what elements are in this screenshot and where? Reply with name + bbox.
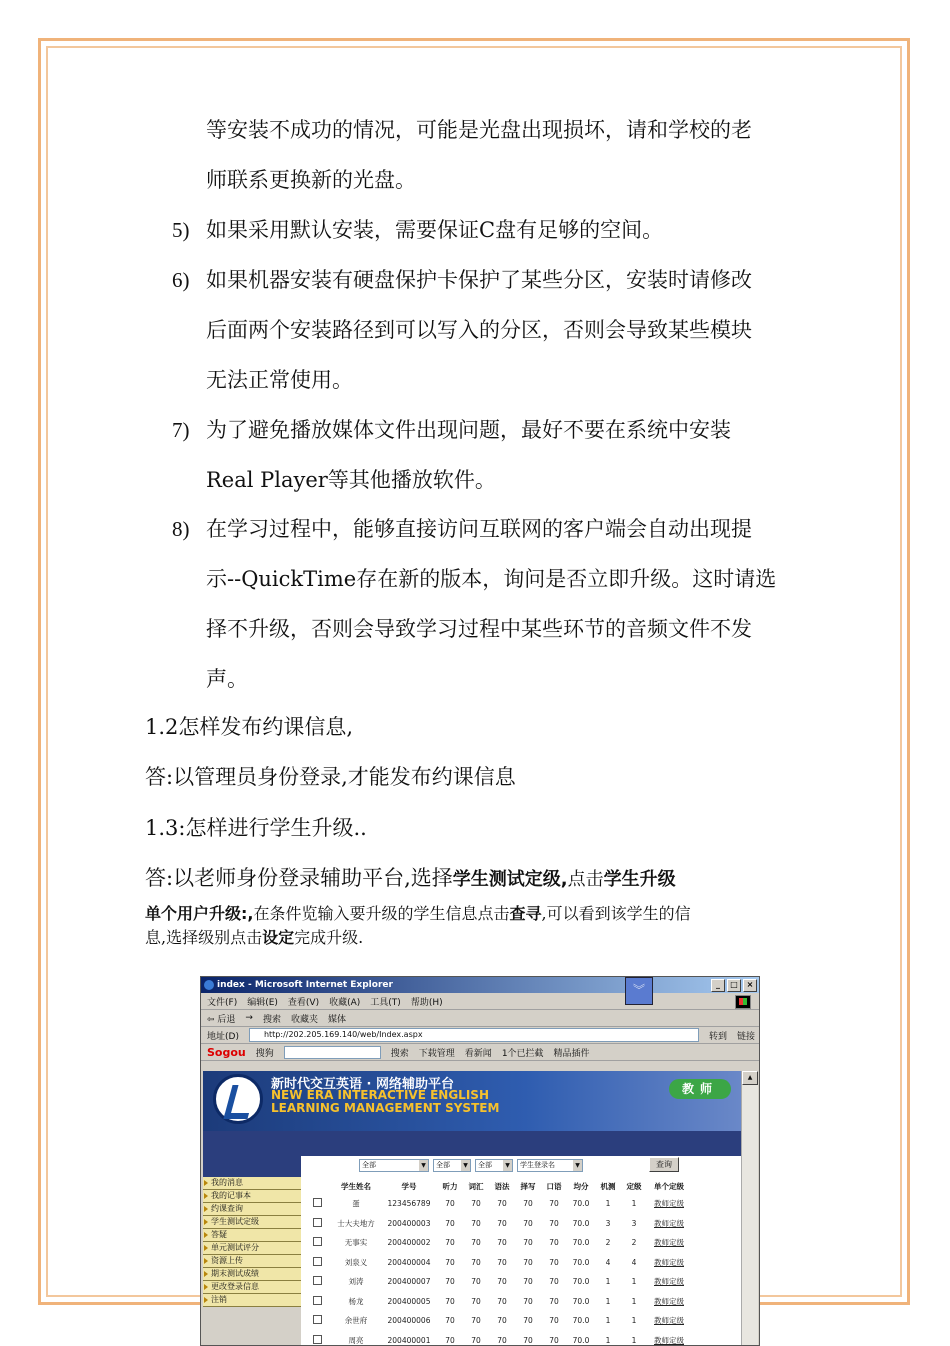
site-banner bbox=[203, 1071, 741, 1131]
table-cell: 1 bbox=[595, 1194, 621, 1214]
filter-select[interactable]: 学生登录名 ▼ bbox=[517, 1159, 583, 1172]
list-item-text: 择不升级，否则会导致学习过程中某些环节的音频文件不发 bbox=[206, 614, 752, 644]
table-cell: 70 bbox=[437, 1331, 463, 1346]
column-header: 定级 bbox=[621, 1179, 647, 1194]
table-row bbox=[303, 1253, 691, 1273]
sidebar-item-qa[interactable]: 答疑 bbox=[203, 1229, 301, 1242]
table-cell: 70 bbox=[515, 1214, 541, 1234]
favorites-button[interactable]: 收藏夹 bbox=[291, 1012, 318, 1025]
column-header: 听力 bbox=[437, 1179, 463, 1194]
table-cell: 70 bbox=[437, 1311, 463, 1331]
table-cell: 1 bbox=[621, 1292, 647, 1312]
sidebar-item-unit-grading[interactable]: 单元测试评分 bbox=[203, 1242, 301, 1255]
column-header: 口语 bbox=[541, 1179, 567, 1194]
window-title: index - Microsoft Internet Explorer bbox=[217, 980, 393, 990]
table-cell: 70 bbox=[437, 1233, 463, 1253]
column-header: 学生姓名 bbox=[331, 1179, 381, 1194]
list-item-text: 为了避免播放媒体文件出现问题，最好不要在系统中安装 bbox=[206, 415, 731, 445]
table-cell: 3 bbox=[621, 1214, 647, 1234]
table-cell: 70 bbox=[463, 1311, 489, 1331]
table-cell: 70 bbox=[515, 1194, 541, 1214]
row-checkbox[interactable] bbox=[303, 1194, 331, 1214]
average-score: 70.0 bbox=[567, 1331, 595, 1346]
table-row bbox=[303, 1233, 691, 1253]
table-cell: 1 bbox=[621, 1194, 647, 1214]
row-checkbox[interactable] bbox=[303, 1292, 331, 1312]
table-cell: 无事实 bbox=[331, 1233, 381, 1253]
table-cell: 蛋 bbox=[331, 1194, 381, 1214]
filter-bar bbox=[359, 1159, 583, 1172]
list-number: 7) bbox=[172, 415, 190, 445]
teacher-level-link[interactable]: 教师定级 bbox=[647, 1331, 691, 1346]
sidebar-item-notebook[interactable]: 我的记事本 bbox=[203, 1190, 301, 1203]
news-button[interactable]: 看新闻 bbox=[465, 1046, 492, 1059]
menu-view[interactable]: 查看(V) bbox=[288, 995, 319, 1008]
sidebar-item-messages[interactable]: 我的消息 bbox=[203, 1177, 301, 1190]
table-row bbox=[303, 1292, 691, 1312]
faq-instruction: 单个用户升级:,在条件览输入要升级的学生信息点击查寻,可以看到该学生的信 bbox=[145, 902, 691, 926]
table-cell: 70 bbox=[489, 1253, 515, 1273]
table-cell: 2 bbox=[595, 1233, 621, 1253]
table-cell: 70 bbox=[463, 1292, 489, 1312]
filter-select[interactable]: 全部 ▼ bbox=[359, 1159, 429, 1172]
list-item-text: 在学习过程中，能够直接访问互联网的客户端会自动出现提 bbox=[206, 514, 752, 544]
list-item-text: 无法正常使用。 bbox=[206, 365, 353, 395]
table-row bbox=[303, 1311, 691, 1331]
teacher-level-link[interactable]: 教师定级 bbox=[647, 1311, 691, 1331]
teacher-level-link[interactable]: 教师定级 bbox=[647, 1272, 691, 1292]
column-header bbox=[303, 1179, 331, 1194]
filter-select[interactable]: 全部 ▼ bbox=[433, 1159, 471, 1172]
banner-title-cn: 新时代交互英语 · 网络辅助平台 bbox=[271, 1073, 454, 1092]
table-cell: 70 bbox=[541, 1233, 567, 1253]
average-score: 70.0 bbox=[567, 1253, 595, 1273]
faq-instruction: 息,选择级别点击设定完成升级. bbox=[145, 926, 363, 950]
browser-screenshot bbox=[200, 976, 760, 1346]
table-cell: 70 bbox=[541, 1272, 567, 1292]
column-header: 择写 bbox=[515, 1179, 541, 1194]
table-cell: 123456789 bbox=[381, 1194, 437, 1214]
table-cell: 70 bbox=[489, 1214, 515, 1234]
sogou-search-input[interactable] bbox=[284, 1046, 381, 1059]
average-score: 70.0 bbox=[567, 1272, 595, 1292]
table-cell: 200400006 bbox=[381, 1311, 437, 1331]
role-badge: 教师 bbox=[669, 1079, 731, 1099]
table-row bbox=[303, 1214, 691, 1234]
table-cell: 70 bbox=[489, 1233, 515, 1253]
list-item-text: 示--QuickTime存在新的版本，询问是否立即升级。这时请选 bbox=[206, 564, 776, 594]
column-header: 语法 bbox=[489, 1179, 515, 1194]
average-score: 70.0 bbox=[567, 1311, 595, 1331]
menu-file[interactable]: 文件(F) bbox=[207, 995, 237, 1008]
table-cell: 杨龙 bbox=[331, 1292, 381, 1312]
forward-icon[interactable]: → bbox=[245, 1013, 253, 1023]
sidebar-item-upload[interactable]: 资源上传 bbox=[203, 1255, 301, 1268]
menu-help[interactable]: 帮助(H) bbox=[411, 995, 443, 1008]
address-bar bbox=[201, 1027, 759, 1044]
faq-answer: 答:以老师身份登录辅助平台,选择学生测试定级,点击学生升级 bbox=[145, 863, 676, 895]
address-label: 地址(D) bbox=[207, 1029, 239, 1042]
window-title-bar bbox=[201, 977, 759, 993]
list-number: 6) bbox=[172, 265, 190, 295]
double-chevron-down-icon: ︾ bbox=[625, 977, 653, 1005]
download-manager-button[interactable]: 下载管理 bbox=[419, 1046, 455, 1059]
table-cell: 70 bbox=[437, 1194, 463, 1214]
faq-question: 1.3:怎样进行学生升级.. bbox=[145, 813, 367, 843]
paragraph-line: 等安装不成功的情况，可能是光盘出现损坏，请和学校的老 bbox=[206, 115, 752, 145]
teacher-level-link[interactable]: 教师定级 bbox=[647, 1253, 691, 1273]
faq-answer: 答:以管理员身份登录,才能发布约课信息 bbox=[145, 762, 516, 792]
column-header: 单个定级 bbox=[647, 1179, 691, 1194]
windows-logo-icon bbox=[735, 995, 751, 1009]
table-cell: 70 bbox=[437, 1272, 463, 1292]
menu-favorites[interactable]: 收藏(A) bbox=[329, 995, 360, 1008]
table-cell: 70 bbox=[489, 1272, 515, 1292]
sidebar-item-logout[interactable]: 注销 bbox=[203, 1294, 301, 1307]
average-score: 70.0 bbox=[567, 1194, 595, 1214]
column-header: 学号 bbox=[381, 1179, 437, 1194]
minimize-icon[interactable]: _ bbox=[711, 979, 725, 992]
standard-toolbar bbox=[201, 1010, 759, 1027]
table-cell: 70 bbox=[437, 1214, 463, 1234]
table-cell: 刘泉义 bbox=[331, 1253, 381, 1273]
table-cell: 200400002 bbox=[381, 1233, 437, 1253]
table-cell: 士大夫地方 bbox=[331, 1214, 381, 1234]
column-header: 词汇 bbox=[463, 1179, 489, 1194]
row-checkbox[interactable] bbox=[303, 1272, 331, 1292]
list-item-text: Real Player等其他播放软件。 bbox=[206, 465, 496, 495]
table-cell: 200400007 bbox=[381, 1272, 437, 1292]
sogou-search-button[interactable]: 搜索 bbox=[391, 1046, 409, 1059]
table-cell: 1 bbox=[595, 1311, 621, 1331]
table-cell: 70 bbox=[489, 1331, 515, 1346]
list-number: 5) bbox=[172, 215, 190, 245]
teacher-level-link[interactable]: 教师定级 bbox=[647, 1194, 691, 1214]
table-cell: 70 bbox=[541, 1311, 567, 1331]
table-cell: 余世府 bbox=[331, 1311, 381, 1331]
table-cell: 4 bbox=[595, 1253, 621, 1273]
column-header: 机测 bbox=[595, 1179, 621, 1194]
links-button[interactable]: 链接 bbox=[737, 1029, 759, 1042]
row-checkbox[interactable] bbox=[303, 1311, 331, 1331]
table-cell: 200400003 bbox=[381, 1214, 437, 1234]
menu-edit[interactable]: 编辑(E) bbox=[247, 995, 278, 1008]
table-cell: 周亮 bbox=[331, 1331, 381, 1346]
table-cell: 2 bbox=[621, 1233, 647, 1253]
filter-select[interactable]: 全部 ▼ bbox=[475, 1159, 513, 1172]
table-row bbox=[303, 1272, 691, 1292]
table-cell: 70 bbox=[463, 1272, 489, 1292]
table-cell: 200400005 bbox=[381, 1292, 437, 1312]
list-number: 8) bbox=[172, 514, 190, 544]
search-button[interactable]: 搜索 bbox=[263, 1012, 281, 1025]
sogou-toolbar bbox=[201, 1044, 759, 1061]
table-cell: 70 bbox=[463, 1331, 489, 1346]
teacher-level-link[interactable]: 教师定级 bbox=[647, 1214, 691, 1234]
sogou-logo: Sogou bbox=[207, 1046, 246, 1059]
table-cell: 1 bbox=[621, 1311, 647, 1331]
sidebar-item-final-scores[interactable]: 期末测试成绩 bbox=[203, 1268, 301, 1281]
go-button[interactable]: 转到 bbox=[709, 1029, 727, 1042]
table-cell: 70 bbox=[515, 1272, 541, 1292]
media-button[interactable]: 媒体 bbox=[328, 1012, 346, 1025]
scroll-up-icon[interactable]: ▲ bbox=[742, 1071, 758, 1085]
table-cell: 70 bbox=[515, 1331, 541, 1346]
table-cell: 70 bbox=[515, 1311, 541, 1331]
table-cell: 70 bbox=[541, 1292, 567, 1312]
address-input[interactable]: http://202.205.169.140/web/Index.aspx bbox=[249, 1028, 699, 1042]
table-cell: 1 bbox=[621, 1272, 647, 1292]
table-cell: 1 bbox=[621, 1331, 647, 1346]
menu-bar bbox=[201, 993, 759, 1010]
table-cell: 1 bbox=[595, 1292, 621, 1312]
main-panel bbox=[301, 1131, 741, 1345]
table-cell: 70 bbox=[463, 1214, 489, 1234]
menu-tools[interactable]: 工具(T) bbox=[370, 995, 401, 1008]
table-cell: 70 bbox=[463, 1253, 489, 1273]
table-cell: 4 bbox=[621, 1253, 647, 1273]
banner-title-en: NEW ERA INTERACTIVE ENGLISH LEARNING MANAGEMENT SYSTEM bbox=[271, 1089, 499, 1115]
row-checkbox[interactable] bbox=[303, 1253, 331, 1273]
list-item-text: 如果机器安装有硬盘保护卡保护了某些分区，安装时请修改 bbox=[206, 265, 752, 295]
table-cell: 1 bbox=[595, 1272, 621, 1292]
table-row bbox=[303, 1194, 691, 1214]
table-cell: 70 bbox=[437, 1253, 463, 1273]
teacher-level-link[interactable]: 教师定级 bbox=[647, 1233, 691, 1253]
maximize-icon[interactable]: □ bbox=[727, 979, 741, 992]
popup-blocked-button[interactable]: 1个已拦截 bbox=[502, 1046, 544, 1059]
list-item-text: 声。 bbox=[206, 664, 248, 694]
table-cell: 70 bbox=[463, 1233, 489, 1253]
average-score: 70.0 bbox=[567, 1292, 595, 1312]
page-scrollbar[interactable] bbox=[741, 1071, 758, 1345]
average-score: 70.0 bbox=[567, 1233, 595, 1253]
sidebar-item-level-test[interactable]: 学生测试定级 bbox=[203, 1216, 301, 1229]
table-cell: 70 bbox=[515, 1253, 541, 1273]
back-button[interactable]: ⇦ 后退 bbox=[207, 1012, 235, 1025]
table-cell: 70 bbox=[515, 1292, 541, 1312]
paragraph-line: 师联系更换新的光盘。 bbox=[206, 165, 416, 195]
table-cell: 3 bbox=[595, 1214, 621, 1234]
table-cell: 200400001 bbox=[381, 1331, 437, 1346]
list-item-text: 后面两个安装路径到可以写入的分区，否则会导致某些模块 bbox=[206, 315, 752, 345]
sogou-search-label: 搜狗 bbox=[256, 1046, 274, 1059]
sidebar-item-login-info[interactable]: 更改登录信息 bbox=[203, 1281, 301, 1294]
query-button[interactable]: 查询 bbox=[649, 1157, 679, 1172]
teacher-level-link[interactable]: 教师定级 bbox=[647, 1292, 691, 1312]
column-header: 均分 bbox=[567, 1179, 595, 1194]
table-cell: 70 bbox=[489, 1311, 515, 1331]
table-cell: 1 bbox=[595, 1331, 621, 1346]
average-score: 70.0 bbox=[567, 1214, 595, 1234]
faq-question: 1.2怎样发布约课信息, bbox=[145, 712, 353, 742]
site-logo-icon bbox=[213, 1074, 263, 1124]
close-icon[interactable]: × bbox=[743, 979, 757, 992]
table-cell: 70 bbox=[437, 1292, 463, 1312]
ie-icon bbox=[204, 980, 214, 990]
table-cell: 70 bbox=[541, 1214, 567, 1234]
table-cell: 70 bbox=[515, 1233, 541, 1253]
table-cell: 70 bbox=[541, 1331, 567, 1346]
table-cell: 刘涛 bbox=[331, 1272, 381, 1292]
sidebar bbox=[203, 1131, 301, 1345]
student-table bbox=[303, 1179, 691, 1346]
row-checkbox[interactable] bbox=[303, 1214, 331, 1234]
row-checkbox[interactable] bbox=[303, 1233, 331, 1253]
table-cell: 70 bbox=[463, 1194, 489, 1214]
table-cell: 200400004 bbox=[381, 1253, 437, 1273]
plugins-button[interactable]: 精品插件 bbox=[554, 1046, 590, 1059]
table-cell: 70 bbox=[489, 1292, 515, 1312]
sidebar-item-course-query[interactable]: 约课查询 bbox=[203, 1203, 301, 1216]
table-cell: 70 bbox=[541, 1194, 567, 1214]
list-item-text: 如果采用默认安装，需要保证C盘有足够的空间。 bbox=[206, 215, 663, 245]
table-cell: 70 bbox=[489, 1194, 515, 1214]
table-cell: 70 bbox=[541, 1253, 567, 1273]
